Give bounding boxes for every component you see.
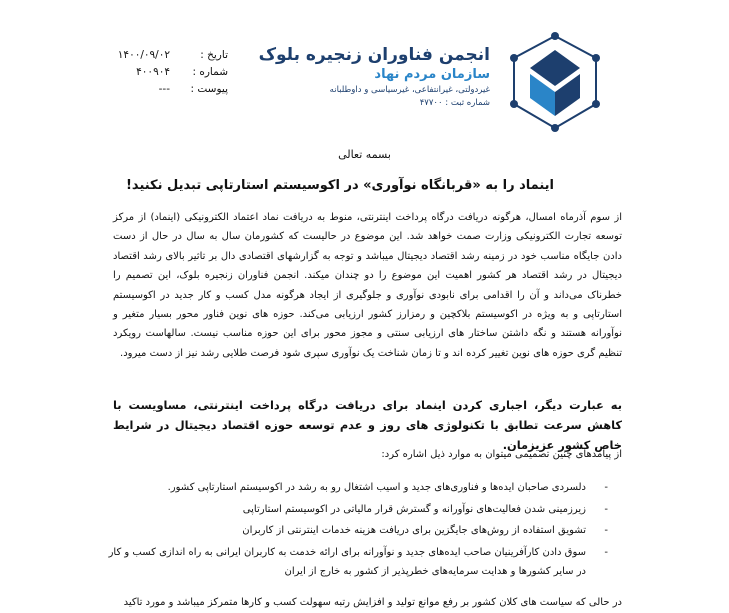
blockchain-logo-icon [500,28,610,138]
date-label: تاریخ : [200,49,228,61]
date-value: ۱۴۰۰/۰۹/۰۲ [117,49,170,61]
attachment-row [98,81,228,98]
list-item: - دلسردی صاحبان ایده‌ها و فناوری‌های جدید و اسیب اشتغال رو به رشد در اکوسیستم استارتاپی کشور. [100,478,600,498]
list-item: - تشویق استفاده از روش‌های جایگزین برای دریافت هزینه خدمات اینترنتی از کاربران [100,521,600,541]
list-item: - سوق دادن کارآفرینیان صاحب ایده‌های جدید و نوآورانه برای ارائه خدمت به کاربران ایرانی به راه اندازی کسب و کار در سایر کشورها و هدایت سرمایه‌های خطرپذیر از کشور به خارج از ایران [100,543,600,582]
date-row [98,47,228,64]
letter-headline: اینماد را به «قربانگاه نوآوری» در اکوسیستم استارتاپی تبدیل نکنید! [126,178,554,193]
paragraph-intro: از سوم آذرماه امسال، هرگونه دریافت درگاه پرداخت اینترنتی، منوط به دریافت نماد اعتماد الکترونیکی (اینماد) از مرکز توسعه تجارت الکترونیکی وزارت صمت خواهد شد. این موضوع در حالیست که کشورمان سال به سال در حال از دست دادن جایگاه مناسب خود در زمینه رشد اقتصاد دیجیتال میباشد و توجه به گزارشهای اقتصادی دال بر تاثیر بالای رشد اقتصاد دیجیتال در رشد اقتصاد هر کشور اهمیت این موضوع را دو چندان میکند. انجمن فناوران زنجیره بلوک، این تصمیم را خطرناک می‌داند و آن را اقدامی برای نابودی نوآوری و جلوگیری از ایجاد هرگونه مدل کسب و کار جدید در اکوسیستم استارتاپی و به ویژه در اکوسیستم بلاکچین و رمزارز کشور ارزیابی می‌کند. حوزه های نوین فناور محور بسیار متغیر و نوآورانه هستند و نگه داشتن ساختار های ارزیابی سنتی و مجوز محور برای این حوزه مناسب نیست. سالهاست رویکرد تنظیم گری حوزه های نوین تغییر کرده اند و تا زمان شناخت یک نوآوری سپری شود فرصت طلایی رشد نیز از دست میرود. [113,212,622,359]
organization-letterhead [259,44,490,110]
paragraph-closing: در حالی که سیاست های کلان کشور بر رفع موانع تولید و افزایش رتبه سهولت کسب و کارها متمرکز میباشد و مورد تاکید [123,597,622,608]
paragraph-consequences-intro: از پیامدهای چنین تصمیمی میتوان به موارد ذیل اشاره کرد: [381,449,622,460]
organization-tagline: غیردولتی، غیرانتفاعی، غیرسیاسی و داوطلبانه [329,85,490,95]
number-label: شماره : [192,66,228,78]
list-item: - زیرزمینی شدن فعالیت‌های نوآورانه و گسترش قرار مالیاتی در اکوسیستم استارتاپی [100,500,600,520]
consequences-list [100,478,610,584]
organization-subtitle: سازمان مردم نهاد [374,67,490,82]
number-row [98,64,228,81]
attachment-label: پیوست : [190,83,228,95]
organization-registration: شماره ثبت : ۴۷۷۰۰ [419,98,490,108]
attachment-value: --- [158,83,170,95]
paragraph-emphasis: به عبارت دیگر، اجباری کردن اینماد برای دریافت درگاه پرداخت اینترنتی، مساویست با کاهش سرعت تطابق با تکنولوژی های روز و عدم توسعه حوزه اقتصاد دیجیتال در شرایط خاص کشور عزیزمان. [113,398,622,452]
letter-meta [98,47,228,98]
invocation: بسمه تعالی [338,148,391,161]
number-value: ۴۰۰۹۰۴ [136,66,170,78]
organization-name: انجمن فناوران زنجیره بلوک [258,45,490,65]
